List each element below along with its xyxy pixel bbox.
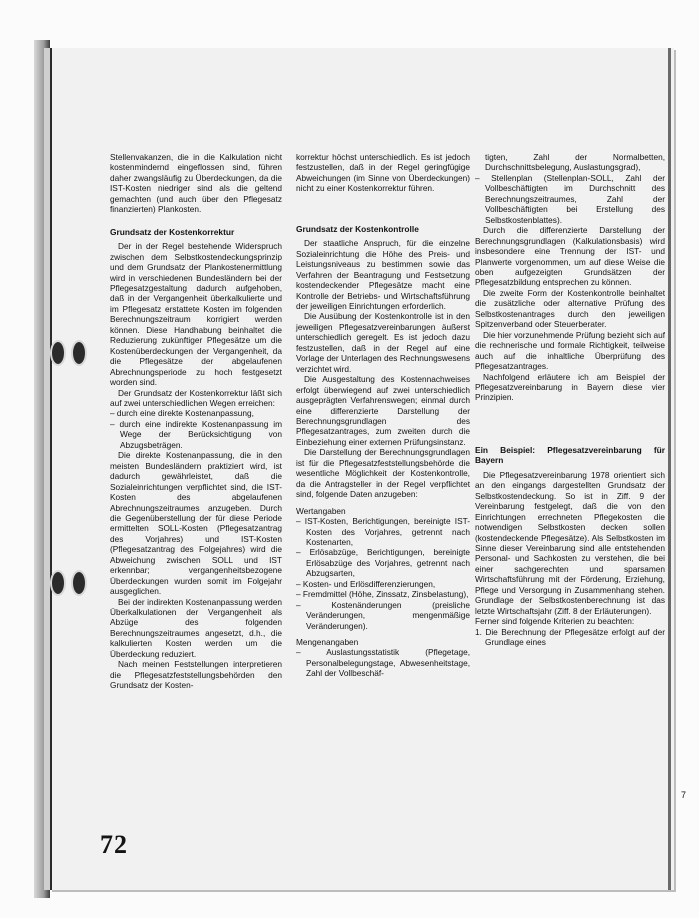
paragraph: Durch die differenzierte Darstellung der Berechnungsgrundlagen (Kalkulationsbasis) wird insbesondere eine Trennung der IST- und Planwerte vorgenommen, um auf diese Weise die oben aufgezeigten Grundsätzen der Pflegesatzbildung entsprechen zu können. [475,225,665,288]
bullet-list [475,173,665,225]
bullet-list [110,408,282,450]
paragraph: Ferner sind folgende Kriterien zu beachten: [475,616,635,627]
page-edge [668,48,671,890]
list-item: – Fremdmittel (Höhe, Zinssatz, Zinsbelastung), [296,589,469,600]
list-item: – Stellenplan (Stellenplan-SOLL, Zahl der Vollbeschäftigten im Durchschnitt des Berechnungszeitraumes, Zahl der Vollbeschäftigten bei Erstellung des Selbstkostenblattes). [475,172,665,225]
list-item: – IST-Kosten, Berichtigungen, bereinigte IST-Kosten des Vorjahres, getrennt nach Kostenarten, [296,516,470,547]
list-item: – Auslastungsstatistik (Pflegetage, Personalbelegungstage, Abwesenheitstage, Zahl der Vollbeschäf- [296,647,470,679]
paragraph: Der staatliche Anspruch, für die einzelne Sozialeinrichtung die Höhe des Preis- und Leistungsniveaus zu bestimmen sowie das Verfahren der Beantragung und Festsetzung kostendeckender Pflegesätze macht eine Kontrolle der Betriebs- und Wirtschaftsführung der jeweiligen Einrichtungen erforderlich. [296,238,470,311]
subheading: Wertangaben [296,505,346,516]
paragraph: Die Pflegesatzvereinbarung 1978 orientiert sich an den eingangs dargestellten Grundsatz der Selbstkostendeckung. So ist in Ziff. 9 der Vereinbarung festgelegt, daß die von den Einrichtungen errechneten Pflegekosten die notwendigen Selbstkosten decken sollen (kostendeckende Pflegesätze). Als Selbstkosten im Sinne dieser Vereinbarung sind alle entstehenden Personal- und Sachkosten zu verstehen, die bei einer sachgerechten und sparsamen Wirtschaftsführung mit der Förderung, Erziehung, Pflege und Versorgung in Zusammenhang stehen. Grundlage der Selbstkostenberechnung ist das letzte Wirtschaftsjahr (Ziff. 8 der Erläuterungen). [475,469,665,616]
list-item: – Erlösabzüge, Berichtigungen, bereinigte Erlösabzüge des Vorjahres, getrennt nach Abzugsarten, [296,547,470,579]
paragraph: Die Darstellung der Berechnungsgrundlagen ist für die Pflegesatzfeststellungsbehörde die wesentliche Möglichkeit der Kostenkontrolle, da die Antragsteller in der Regel verpflichtet sind, folgende Daten anzugeben: [296,447,470,500]
paragraph: Stellenvakanzen, die in die Kalkulation nicht kostenmindernd eingeflossen sind, führen daher zwangsläufig zu Überdeckungen, da die IST-Kosten niedriger sind als die geltend gemachten (und auch über den Pflegesatz finanzierten) Plankosten. [110,152,282,215]
binder-hole-bottom-inner [71,570,87,596]
page-number: 72 [100,830,128,859]
list-item: – durch eine indirekte Kostenanpassung im Wege der Berücksichtigung von Abzugsbeträgen. [110,418,282,450]
paragraph: Die hier vorzunehmende Prüfung bezieht sich auf die rechnerische und formale Richtigkeit, teilweise auch auf die inhaltliche Überprüfung des Pflegesatzantrages. [475,329,665,372]
margin-mark: 7 [681,790,687,800]
text-column-1 [110,152,282,691]
paragraph: Der Grundsatz der Kostenkorrektur läßt sich auf zwei unterschiedlichen Wegen erreichen: [110,387,282,408]
list-item: 1. Die Berechnung der Pflegesätze erfolgt auf der Grundlage eines [475,626,665,648]
numbered-list [475,627,665,648]
section-heading: Grundsatz der Kostenkorrektur [110,226,235,237]
binder-hole-top-inner [71,340,87,366]
binder-hole-top [50,340,66,366]
paragraph: Der in der Regel bestehende Widerspruch zwischen dem Selbstkostendeckungsprinzip und dem Grundsatz der Plankostenermittlung wird in verschiedenen Bundesländern bei der Pflegesatzgestaltung dadurch aufgehoben, daß in der Vergangenheit überkalkulierte und im Pflegesatz erstattete Kosten im folgenden Berechnungszeitraum korrigiert werden können. Diese Handhabung beinhaltet die Reduzierung zukünftiger Pflegesätze um die Kostenüberdeckungen der Vergangenheit, da die Pflegesätze der abgelaufenen Abrechnungsperiode zu hoch festgesetzt worden sind. [110,241,282,388]
bullet-list [296,516,470,631]
list-item: – durch eine direkte Kostenanpassung, [110,408,254,419]
paragraph: korrektur höchst unterschiedlich. Es ist jedoch festzustellen, daß in der Regel geringfügige Abweichungen (im Sinne von Überdeckungen) nicht zu einer Kostenkorrektur führen. [296,152,470,194]
section-heading: Ein Beispiel: Pflegesatzvereinbarung für Bayern [475,444,665,466]
paragraph: Nachfolgend erläutere ich am Beispiel der Pflegesatzvereinbarung in Bayern diese vier Prinzipien. [475,371,665,403]
section-heading: Grundsatz der Kostenkontrolle [296,223,419,234]
list-item: – Kostenänderungen (preisliche Veränderungen, mengenmäßige Veränderungen). [296,599,470,631]
paragraph: tigten, Zahl der Normalbetten, Durchschnittsbelegung, Auslastungsgrad), [485,152,665,173]
paragraph: Nach meinen Feststellungen interpretieren die Pflegesatzfeststellungsbehörden den Grundsatz der Kosten- [110,659,282,691]
subheading: Mengenangaben [296,637,359,648]
text-column-2 [296,152,470,679]
list-item: – Kosten- und Erlösdifferenzierungen, [296,578,436,589]
paragraph: Die Ausgestaltung des Kostennachweises erfolgt überwiegend auf zwei unterschiedlich ausgeprägten Verfahrenswegen; einmal durch eine differenzierte Darstellung der Berechnungsgrundlagen des Pflegesatzantrages, zum zweiten durch die Einbeziehung einer externen Prüfungsinstanz. [296,374,470,447]
book-spine [34,40,50,898]
text-column-3 [475,152,665,647]
bullet-list [296,647,470,678]
paragraph: Die Ausübung der Kostenkontrolle ist in den jeweiligen Pflegesatzvereinbarungen äußerst unterschiedlich geregelt. Es ist jedoch dazu festzustellen, daß in der Regel auf eine Vorlage der Unterlagen des Rechnungswesens verzichtet wird. [296,311,470,374]
paragraph: Die zweite Form der Kostenkontrolle beinhaltet die zusätzliche oder alternative Prüfung des Selbstkostenantrages durch den jeweiligen Spitzenverband oder Steuerberater. [475,287,665,330]
paragraph: Bei der indirekten Kostenanpassung werden Überkalkulationen der Vergangenheit als Abzüge des folgenden Berechnungszeitraumes angesetzt, d.h., die kalkulierten Kosten werden um die Überdeckung reduziert. [110,596,282,659]
binder-hole-bottom [50,570,66,596]
paragraph: Die direkte Kostenanpassung, die in den meisten Bundesländern praktiziert wird, ist dadurch gewährleistet, daß die Sozialeinrichtungen verpflichtet sind, die IST-Kosten des abgelaufenen Abrechnungszeitraumes anzugeben. Durch die Gegenüberstellung der für diese Periode ermittelten SOLL-Kosten (Pflegesatzantrag des Vorjahres) und IST-Kosten (Pflegesatzantrag des Folgejahres) wird die Abweichung zwischen SOLL und IST erkennbar; vergangenheitsbezogene Überdeckungen wurden somit im Folgejahr ausgeglichen. [110,450,282,597]
